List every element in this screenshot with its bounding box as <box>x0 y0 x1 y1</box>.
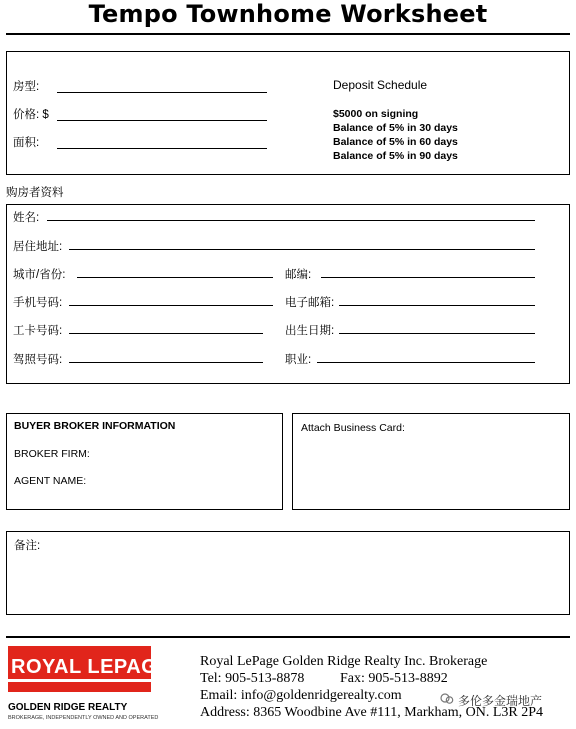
phone-label: 手机号码: <box>13 297 63 309</box>
occupation-label: 职业: <box>285 354 312 366</box>
deposit-item: Balance of 5% in 60 days <box>333 136 458 148</box>
telephone: Tel: 905-513-8878 <box>200 671 305 686</box>
license-field[interactable] <box>69 362 263 363</box>
deposit-heading: Deposit Schedule <box>333 78 428 92</box>
unit-type-label: 房型: <box>13 81 40 93</box>
address-label: 居住地址: <box>13 241 63 253</box>
brokerage-tagline: BROKERAGE, INDEPENDENTLY OWNED AND OPERATED <box>8 715 159 721</box>
business-card-box[interactable] <box>292 413 570 510</box>
dob-field[interactable] <box>339 333 535 334</box>
company-name: Royal LePage Golden Ridge Realty Inc. Brokerage <box>200 654 488 669</box>
notes-label: 备注: <box>14 540 41 552</box>
area-label: 面积: <box>13 137 40 149</box>
footer-rule <box>6 636 570 638</box>
royal-lepage-logo <box>8 646 172 692</box>
postal-field[interactable] <box>321 277 535 278</box>
name-label: 姓名: <box>13 212 40 224</box>
occupation-field[interactable] <box>317 362 535 363</box>
city-label: 城市/省份: <box>13 269 66 281</box>
unit-type-field[interactable] <box>57 92 267 93</box>
broker-heading: BUYER BROKER INFORMATION <box>14 420 176 432</box>
business-card-label: Attach Business Card: <box>301 422 405 434</box>
city-field[interactable] <box>77 277 273 278</box>
brokerage-name: GOLDEN RIDGE REALTY <box>8 702 128 713</box>
email-label: 电子邮箱: <box>285 297 335 309</box>
deposit-item: $5000 on signing <box>333 108 419 120</box>
price-field[interactable] <box>57 120 267 121</box>
page-title: Tempo Townhome Worksheet <box>88 0 488 28</box>
property-box <box>6 51 570 175</box>
deposit-item: Balance of 5% in 90 days <box>333 150 458 162</box>
postal-label: 邮编: <box>285 269 312 281</box>
watermark-text: 多伦多金瑞地产 <box>458 694 543 708</box>
notes-box[interactable] <box>6 531 570 615</box>
email-field[interactable] <box>339 305 535 306</box>
fax: Fax: 905-513-8892 <box>340 671 448 686</box>
email-address: Email: info@goldenridgerealty.com <box>200 688 402 703</box>
broker-box <box>6 413 283 510</box>
phone-field[interactable] <box>69 305 273 306</box>
address-field[interactable] <box>69 249 535 250</box>
agent-name-label: AGENT NAME: <box>14 475 87 487</box>
work-id-field[interactable] <box>69 333 263 334</box>
buyer-info-box <box>6 204 570 384</box>
price-label: 价格: $ <box>13 109 49 121</box>
name-field[interactable] <box>47 220 535 221</box>
logo-wordmark: ROYAL LEPAGE <box>11 656 172 678</box>
area-field[interactable] <box>57 148 267 149</box>
logo-stripe <box>8 679 151 682</box>
buyer-section-label: 购房者资料 <box>6 187 64 199</box>
title-rule <box>6 33 570 35</box>
deposit-item: Balance of 5% in 30 days <box>333 122 458 134</box>
broker-firm-label: BROKER FIRM: <box>14 448 90 460</box>
work-id-label: 工卡号码: <box>13 325 63 337</box>
wechat-icon <box>440 692 454 706</box>
street-address: Address: 8365 Woodbine Ave #111, Markham, ON. L3R 2P4 <box>200 705 544 720</box>
license-label: 驾照号码: <box>13 354 63 366</box>
dob-label: 出生日期: <box>285 325 335 337</box>
